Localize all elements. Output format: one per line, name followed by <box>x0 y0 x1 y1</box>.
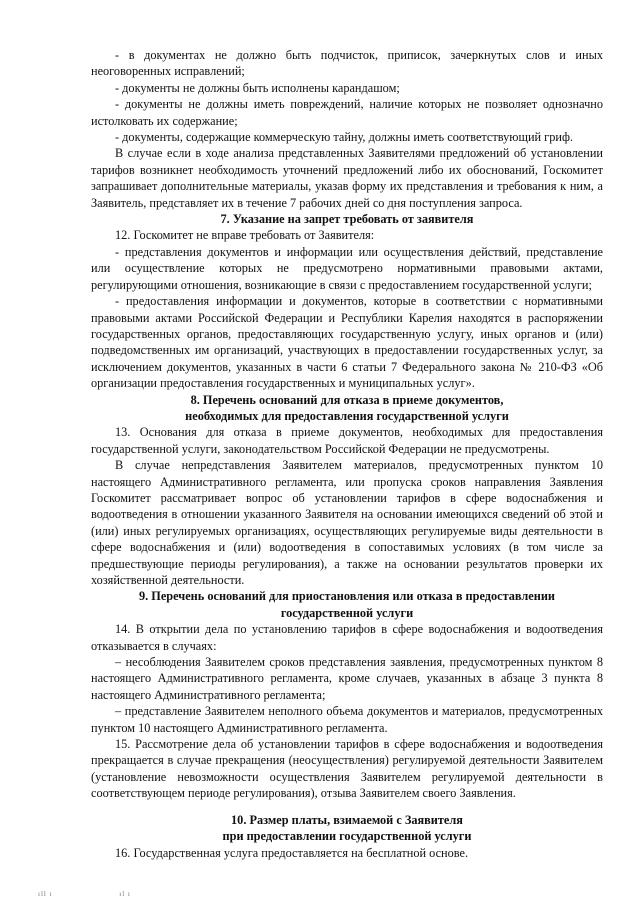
heading-line: 7. Указание на запрет требовать от заявителя <box>220 212 474 227</box>
paragraph: В случае если в ходе анализа представленных Заявителями предложений об установлении тарифов возникнет необходимость уточнений предложений либо их обоснований, Госкомитет запрашивает дополнительные материалы, указав форму их представления и требования к ним, а Заявитель, представляет их в течение 7 рабочих дней со дня поступления запроса. <box>91 146 603 210</box>
section-heading-8 <box>91 392 603 425</box>
heading-line: 8. Перечень оснований для отказа в приеме документов, <box>190 392 504 407</box>
paragraph: - представления документов и информации или осуществления действий, представление или осуществление которых не предусмотрено нормативными правовыми актами, регулирующими отношения, возникающие в связи с предоставлением государственной услуги; <box>91 244 603 292</box>
paragraph: - в документах не должно быть подчисток, приписок, зачеркнутых слов и иных неоговоренных исправлений; <box>91 48 603 79</box>
paragraph: 16. Государственная услуга предоставляется на бесплатной основе. <box>115 845 469 860</box>
paragraph: 12. Госкомитет не вправе требовать от Заявителя: <box>115 228 375 243</box>
heading-line: необходимых для предоставления государственной услуги <box>185 408 509 423</box>
paragraph: - документы не должны иметь повреждений, наличие которых не позволяет однозначно истолковать их содержание; <box>91 97 603 128</box>
paragraph: В случае непредставления Заявителем материалов, предусмотренных пунктом 10 настоящего Административного регламента, или пропуска сроков направления Заявления Госкомитет рассматривает вопрос об установлении тарифов в сфере водоснабжения и водоотведения в отношении указанного Заявителя на основании имеющихся сведений об этой и (или) иных регулируемых организациях, осуществляющих регулируемые виды деятельности в сфере водоснабжения и (или) водоотведения в сопоставимых условиях (в том числе за предшествующие периоды регулирования), а также на основании результатов проверки их хозяйственной деятельности. <box>91 458 603 587</box>
paragraph: - предоставления информации и документов, которые в соответствии с нормативными правовыми актами Российской Федерации и Республики Карелия находятся в распоряжении государственных органов, предоставляющих государственную услугу, иных органов и (или) подведомственных им организаций, участвующих в предоставлении государственных услуг, за исключением документов, указанных в части 6 статьи 7 Федерального закона № 210-ФЗ «Об организации предоставления государственных и муниципальных услуг». <box>91 294 603 391</box>
section-heading-9 <box>91 588 603 621</box>
spacer <box>91 802 603 812</box>
section-heading-10 <box>91 812 603 845</box>
heading-line: 9. Перечень оснований для приостановления или отказа в предоставлении <box>138 589 556 604</box>
scan-marks <box>38 886 195 902</box>
paragraph: 15. Рассмотрение дела об установлении тарифов в сфере водоснабжения и водоотведения прекращается в случае прекращения (неосуществления) регулируемой деятельности Заявителем (установление невозможности осуществления Заявителем регулируемой деятельности в соответствующем периоде регулирования), отзыва Заявителем своего Заявления. <box>91 737 603 801</box>
section-heading-7 <box>91 211 603 227</box>
paragraph: - документы не должны быть исполнены карандашом; <box>115 80 400 95</box>
paragraph: – представление Заявителем неполного объема документов и материалов, предусмотренных пунктом 10 настоящего Административного регламента. <box>91 704 603 735</box>
heading-line: при предоставлении государственной услуги <box>222 829 472 844</box>
paragraph: 14. В открытии дела по установлению тарифов в сфере водоснабжения и водоотведения отказывается в случаях: <box>91 622 603 653</box>
paragraph: - документы, содержащие коммерческую тайну, должны иметь соответствующий гриф. <box>115 130 573 145</box>
paragraph: – несоблюдения Заявителем сроков представления заявления, предусмотренных пунктом 8 настоящего Административного регламента, кроме случаев, указанных в абзаце 3 пункта 8 настоящего Административного регламента; <box>91 655 603 702</box>
heading-line: государственной услуги <box>280 605 414 620</box>
heading-line: 10. Размер платы, взимаемой с Заявителя <box>231 812 463 827</box>
paragraph: 13. Основания для отказа в приеме документов, необходимых для предоставления государственной услуги, законодательством Российской Федерации не предусмотрены. <box>91 425 603 456</box>
scan-mark: ıll ı <box>38 890 53 898</box>
scan-mark: ıl ı <box>119 890 131 898</box>
